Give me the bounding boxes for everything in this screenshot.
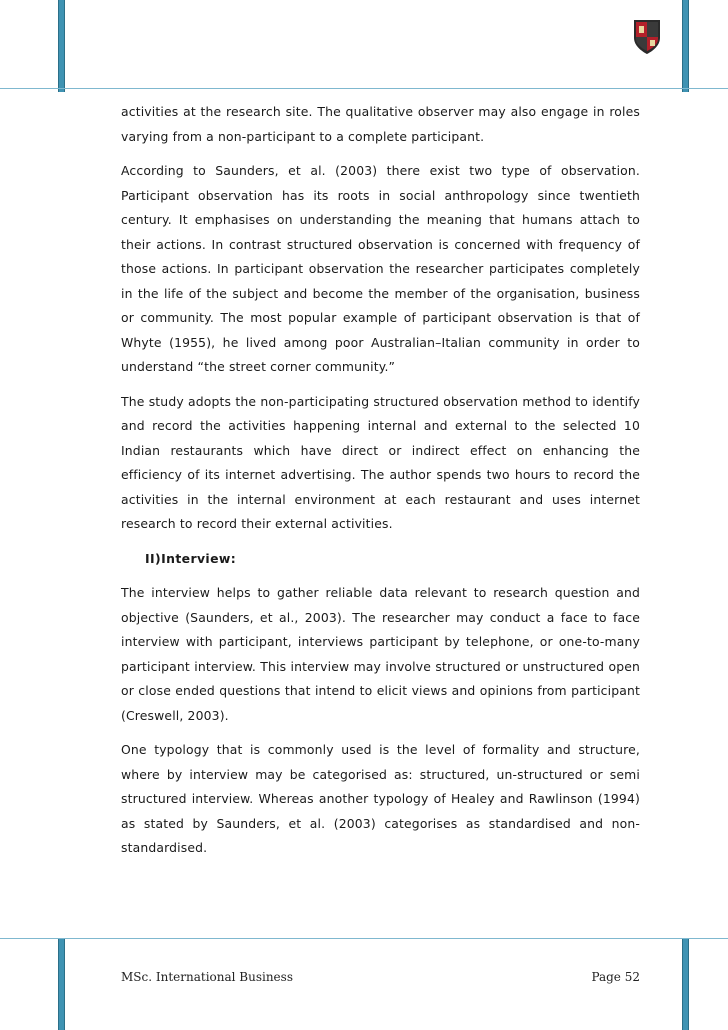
right-bottom-bar bbox=[682, 938, 689, 1030]
paragraph-typology: One typology that is commonly used is the level of formality and structure, where by interview may be categorised as: structured, un-structured or semi structured interview. Whereas another typology of Healey and Rawlinson (1994) as stated by Saunders, et al. (2003) categorises as standardised and non-standardised. bbox=[121, 742, 640, 855]
university-crest-icon bbox=[632, 18, 662, 56]
footer-course: MSc. International Business bbox=[121, 970, 293, 984]
paragraph-interview: The interview helps to gather reliable data relevant to research question and objective (Saunders, et al., 2003). The researcher may conduct a face to face interview with participant, interviews participant by telephone, or one-to-many participant interview. This interview may involve structured or unstructured open or close ended questions that intend to elicit views and opinions from participant (Creswell, 2003). bbox=[121, 585, 640, 723]
paragraph-study-method: The study adopts the non-participating structured observation method to identify and record the activities happening internal and external to the selected 10 Indian restaurants which have direct or indirect effect on enhancing the efficiency of its internet advertising. The author spends two hours to record the activities in the internal environment at each restaurant and uses internet research to record their external activities. bbox=[121, 393, 640, 531]
paragraph-observation-types: According to Saunders, et al. (2003) there exist two type of observation. Participant observation has its roots in social anthropology since twentieth century. It emphasises on understanding the meaning that humans attach to their actions. In contrast structured observation is concerned with frequency of those actions. In participant observation the researcher participates completely in the life of the subject and become the member of the organisation, business or community. The most popular example of participant observation is that of Whyte (1955), he lived among poor Australian–Italian community in order to understand “the street corner community.” bbox=[121, 163, 640, 374]
footer-rule bbox=[0, 938, 728, 939]
page-body bbox=[121, 100, 640, 871]
section-heading-interview: II)Interview: bbox=[145, 550, 237, 566]
right-top-bar bbox=[682, 0, 689, 92]
left-bottom-bar bbox=[58, 938, 65, 1030]
header-rule bbox=[0, 88, 728, 89]
left-top-bar bbox=[58, 0, 65, 92]
footer-page-number: Page 52 bbox=[591, 970, 640, 984]
paragraph-continuation: activities at the research site. The qualitative observer may also engage in roles varying from a non-participant to a complete participant. bbox=[121, 104, 640, 144]
